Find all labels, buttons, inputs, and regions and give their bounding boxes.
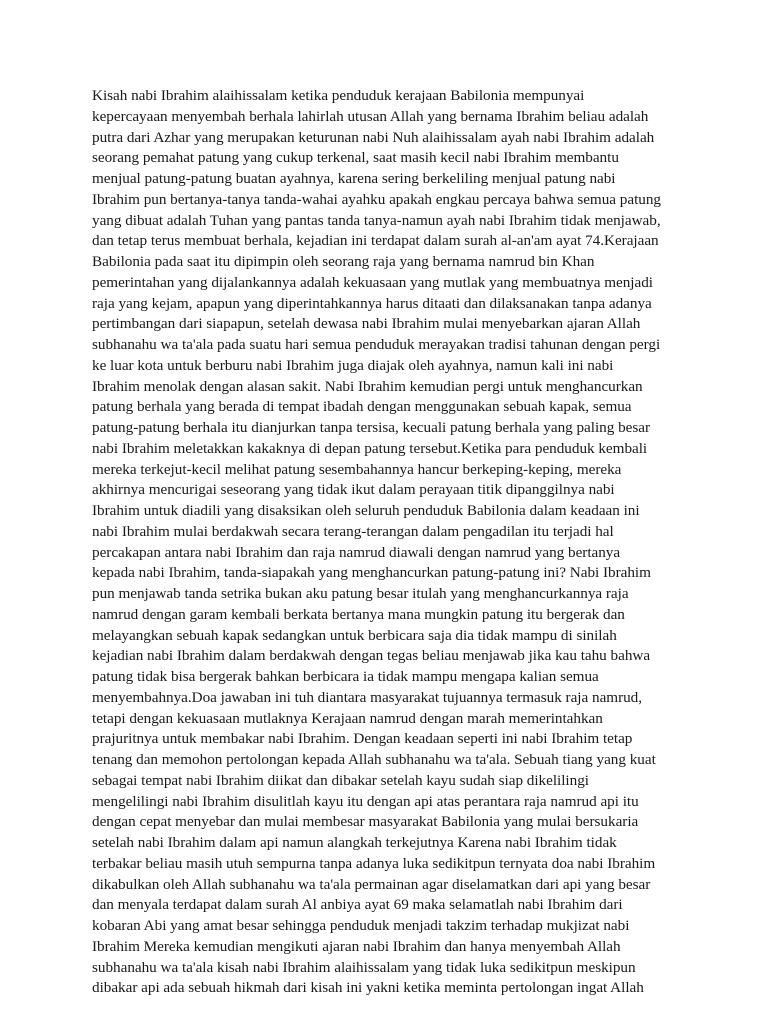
text-line: yang dibuat adalah Tuhan yang pantas tanda tanya-namun ayah nabi Ibrahim tidak menjawab, [92,211,661,229]
text-line: mengelilingi nabi Ibrahim disulitlah kayu itu dengan api atas perantara raja namrud api itu [92,792,639,810]
text-line: dengan cepat menyebar dan mulai membesar masyarakat Babilonia yang mulai bersukaria [92,813,639,831]
text-line: Ibrahim menolak dengan alasan sakit. Nabi Ibrahim kemudian pergi untuk menghancurkan [92,377,643,395]
text-line: subhanahu wa ta'ala kisah nabi Ibrahim alaihissalam yang tidak luka sedikitpun meskipun [92,958,636,976]
text-line: raja yang kejam, apapun yang diperintahkannya harus ditaati dan dilaksanakan tanpa adanya [92,294,652,312]
text-line: percakapan antara nabi Ibrahim dan raja namrud diawali dengan namrud yang bertanya [92,543,621,561]
text-line: dikabulkan oleh Allah subhanahu wa ta'ala permainan agar diselamatkan dari api yang besar [92,875,651,893]
text-line: seorang pemahat patung yang cukup terkenal, saat masih kecil nabi Ibrahim membantu [92,149,619,167]
text-line: Kisah nabi Ibrahim alaihissalam ketika penduduk kerajaan Babilonia mempunyai [92,87,585,104]
text-line: kepercayaan menyembah berhala lahirlah utusan Allah yang bernama Ibrahim beliau adalah [92,107,649,125]
text-line: patung tidak bisa bergerak bahkan berbicara ia tidak mampu mengapa kalian semua [92,668,599,685]
text-line: kejadian nabi Ibrahim dalam berdakwah dengan tegas beliau menjawab jika kau tahu bahwa [92,647,651,665]
text-line: dan tetap terus membuat berhala, kejadian ini terdapat dalam surah al-an'am ayat 74.Kerajaan [92,232,659,250]
text-line: Babilonia pada saat itu dipimpin oleh seorang raja yang bernama namrud bin Khan [92,253,595,270]
text-line: nabi Ibrahim meletakkan kakaknya di depan patung tersebut.Ketika para penduduk kembali [92,439,648,457]
text-line: tetapi dengan kekuasaan mutlaknya Kerajaan namrud dengan marah memerintahkan [92,709,603,727]
text-line: nabi Ibrahim mulai berdakwah secara terang-terangan dalam pengadilan itu terjadi hal [92,522,614,540]
text-line: melayangkan sebuah kapak sedangkan untuk berbicara saja dia tidak mampu di sinilah [92,626,617,644]
text-line: menjual patung-patung buatan ayahnya, karena sering berkeliling menjual patung nabi [92,170,616,187]
text-line: prajuritnya untuk membakar nabi Ibrahim. Dengan keadaan seperti ini nabi Ibrahim tetap [92,730,633,748]
text-line: Ibrahim Mereka kemudian mengikuti ajaran nabi Ibrahim dan hanya menyembah Allah [92,937,621,955]
text-line: putra dari Azhar yang merupakan keturunan nabi Nuh alaihissalam ayah nabi Ibrahim adalah [92,128,655,146]
text-line: pertimbangan dari siapapun, setelah dewasa nabi Ibrahim mulai menyebarkan ajaran Allah [92,315,641,333]
text-line: Ibrahim pun bertanya-tanya tanda-wahai ayahku apakah engkau percaya bahwa semua patung [92,190,661,208]
text-line: dan menyala terdapat dalam surah Al anbiya ayat 69 maka selamatlah nabi Ibrahim dari [92,896,623,914]
text-line: pemerintahan yang dijalankannya adalah kekuasaan yang mutlak yang membuatnya menjadi [92,273,653,291]
text-line: tenang dan memohon pertolongan kepada Allah subhanahu wa ta'ala. Sebuah tiang yang kuat [92,751,656,768]
text-line: menyembahnya.Doa jawaban ini tuh diantara masyarakat tujuannya termasuk raja namrud, [92,688,643,706]
text-line: pun menjawab tanda setrika bukan aku patung besar itulah yang menghancurkannya raja [92,585,629,602]
text-line: akhirnya mencurigai seseorang yang tidak ikut dalam perayaan titik dipanggilnya nabi [92,481,615,499]
text-line: setelah nabi Ibrahim dalam api namun alangkah terkejutnya Karena nabi Ibrahim tidak [92,834,617,851]
text-line: ke luar kota untuk berburu nabi Ibrahim juga diajak oleh ayahnya, namun kali ini nabi [92,356,614,374]
text-line: namrud dengan garam kembali berkata bertanya mana mungkin patung itu bergerak dan [92,605,625,623]
text-line: kepada nabi Ibrahim, tanda-siapakah yang menghancurkan patung-patung ini? Nabi Ibrahim [92,564,651,582]
text-line: patung-patung berhala itu dianjurkan tanpa tersisa, kecuali patung berhala yang paling besar [92,419,651,436]
text-line: kobaran Abi yang amat besar sehingga penduduk menjadi takzim terhadap mukjizat nabi [92,917,630,934]
text-line: patung berhala yang berada di tempat ibadah dengan menggunakan sebuah kapak, semua [92,398,632,416]
text-line: dibakar api ada sebuah hikmah dari kisah ini yakni ketika meminta pertolongan ingat Allah [92,979,644,997]
document-body-text [92,86,692,999]
text-line: subhanahu wa ta'ala pada suatu hari semua penduduk merayakan tradisi tahunan dengan pergi [92,336,661,353]
text-line: sebagai tempat nabi Ibrahim diikat dan dibakar setelah kayu sudah siap dikelilingi [92,771,589,789]
text-line: mereka terkejut-kecil melihat patung sesembahannya hancur berkeping-keping, mereka [92,460,622,478]
text-line: Ibrahim untuk diadili yang disaksikan oleh seluruh penduduk Babilonia dalam keadaan ini [92,502,640,519]
text-line: terbakar beliau masih utuh sempurna tanpa adanya luka sedikitpun ternyata doa nabi Ibrahim [92,854,656,872]
